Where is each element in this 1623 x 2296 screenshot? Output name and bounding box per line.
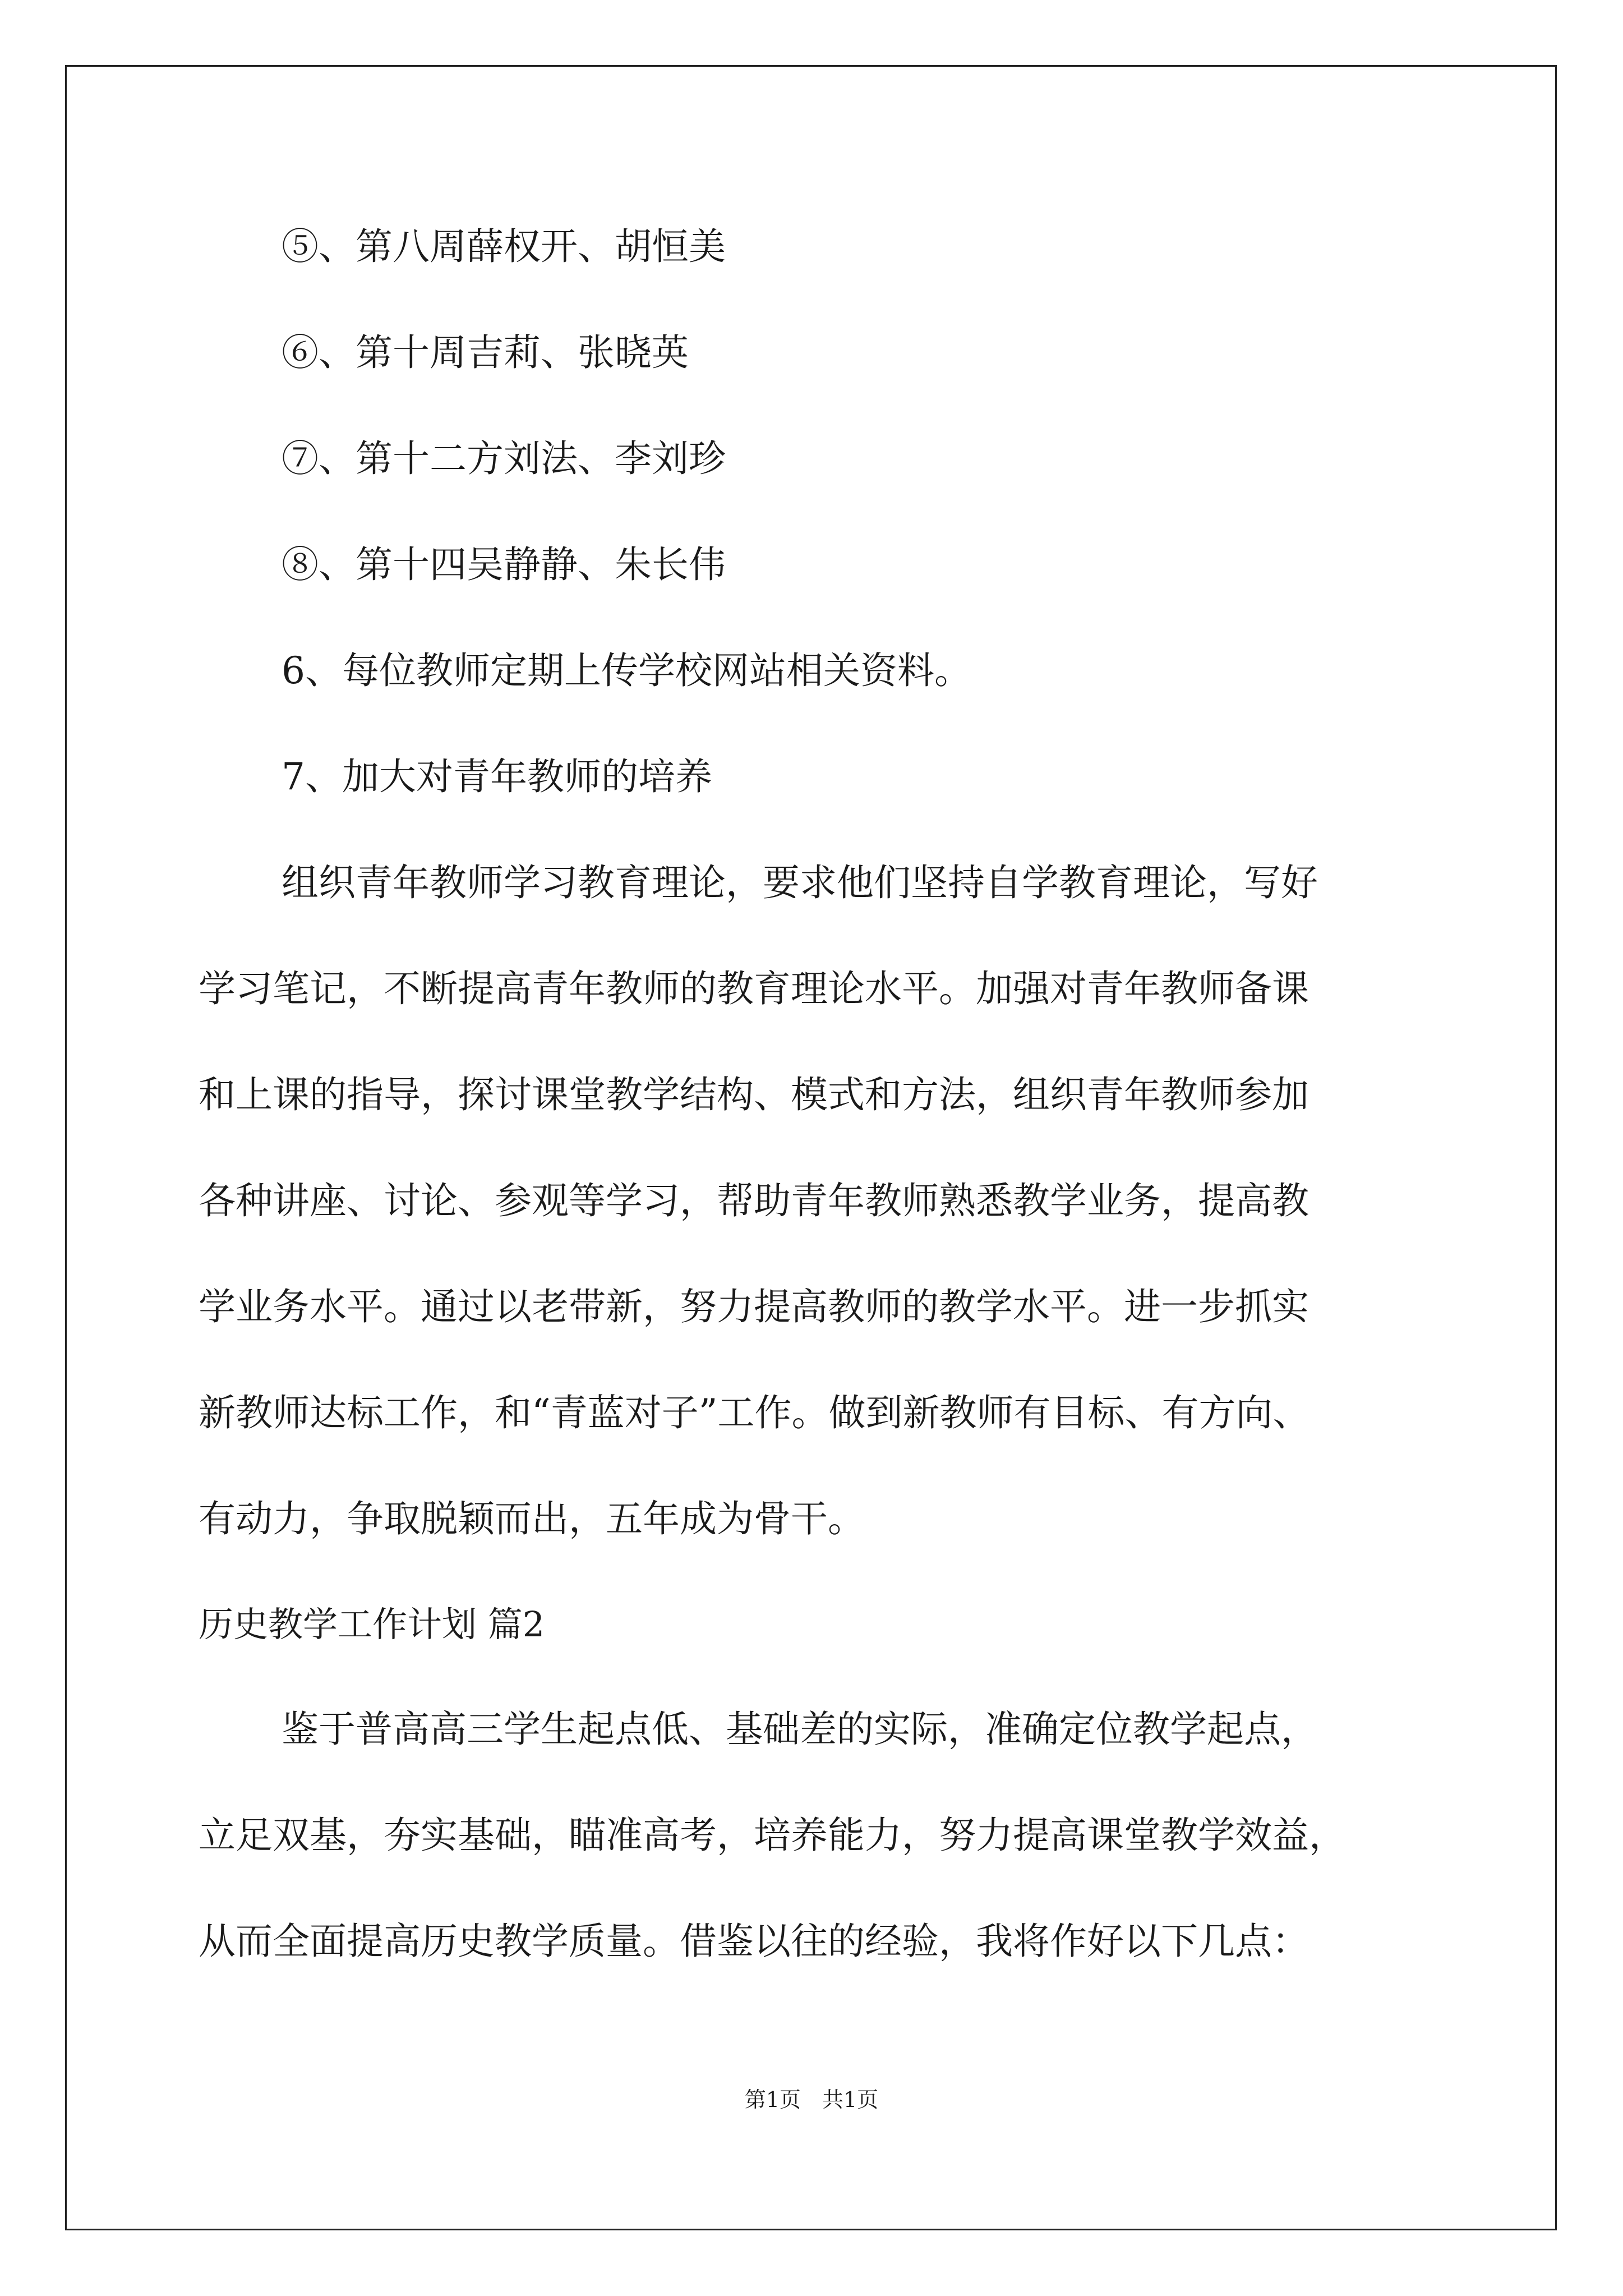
- section-heading: 历史教学工作计划 篇2: [199, 1604, 545, 1645]
- list-item: ⑧、第十四吴静静、朱长伟: [282, 543, 726, 586]
- list-item: ⑤、第八周薛权开、胡恒美: [282, 225, 726, 268]
- paragraph-line: 新教师达标工作，和“青蓝对子”工作。做到新教师有目标、有方向、: [199, 1391, 1310, 1434]
- paragraph-line: 各种讲座、讨论、参观等学习，帮助青年教师熟悉教学业务，提高教: [199, 1179, 1309, 1222]
- paragraph-line: 立足双基，夯实基础，瞄准高考，培养能力，努力提高课堂教学效益，: [199, 1814, 1346, 1857]
- list-item: 7、加大对青年教师的培养: [282, 755, 712, 798]
- paragraph-line: 组织青年教师学习教育理论，要求他们坚持自学教育理论，写好: [282, 861, 1318, 904]
- paragraph-line: 从而全面提高历史教学质量。借鉴以往的经验，我将作好以下几点：: [199, 1920, 1309, 1963]
- paragraph-line: 鉴于普高高三学生起点低、基础差的实际，准确定位教学起点，: [282, 1708, 1318, 1751]
- paragraph-line: 有动力，争取脱颖而出，五年成为骨干。: [199, 1497, 865, 1540]
- paragraph-line: 学业务水平。通过以老带新，努力提高教师的教学水平。进一步抓实: [199, 1285, 1309, 1328]
- page-border: [65, 65, 1557, 2230]
- list-item: 6、每位教师定期上传学校网站相关资料。: [282, 649, 971, 692]
- page-indicator: 第1页 共1页: [744, 2087, 879, 2112]
- paragraph-line: 和上课的指导，探讨课堂教学结构、模式和方法，组织青年教师参加: [199, 1073, 1309, 1116]
- list-item: ⑦、第十二方刘法、李刘珍: [282, 437, 726, 480]
- paragraph-line: 学习笔记，不断提高青年教师的教育理论水平。加强对青年教师备课: [199, 967, 1309, 1010]
- list-item: ⑥、第十周吉莉、张晓英: [282, 331, 689, 374]
